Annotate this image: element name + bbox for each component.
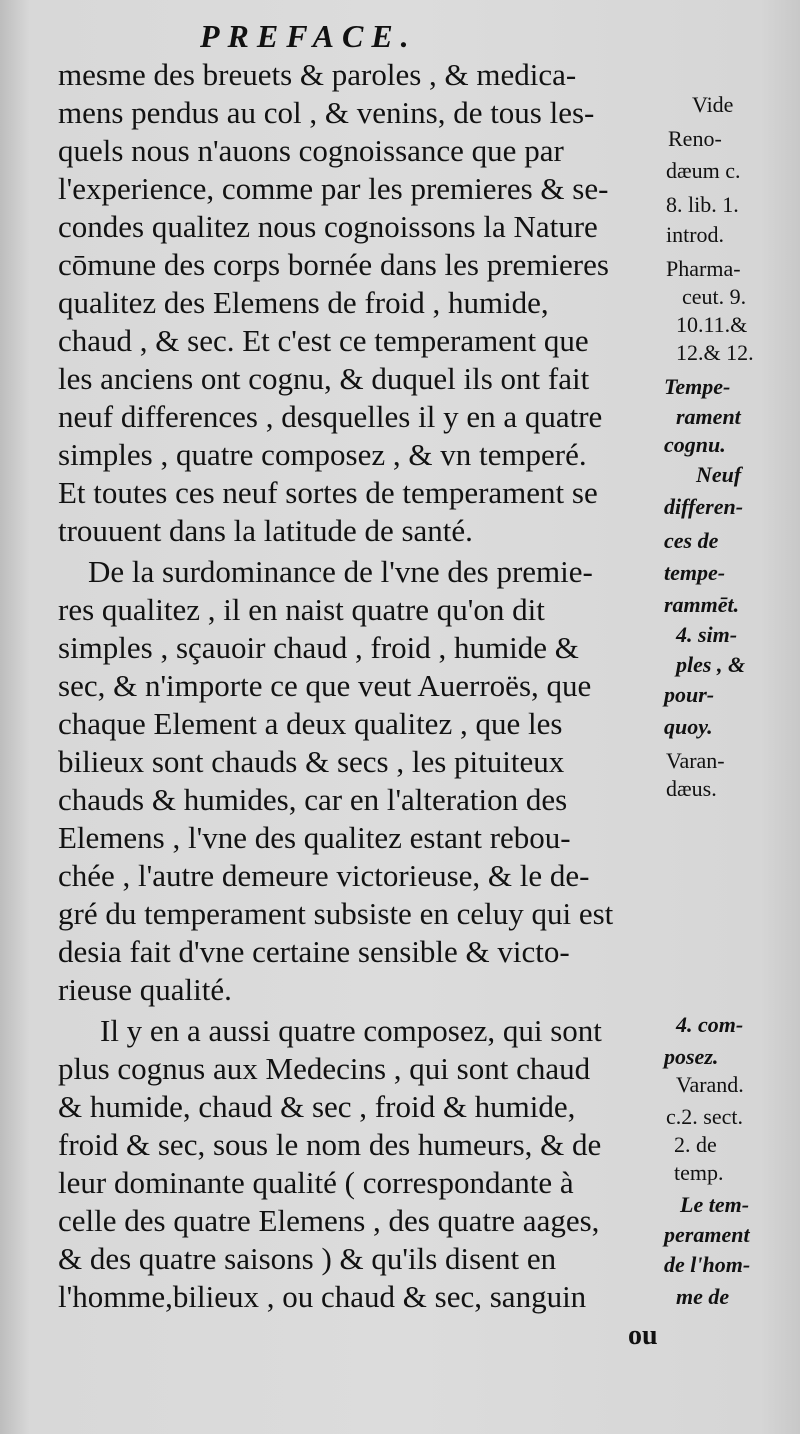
- text-line: gré du temperament subsiste en celuy qui est: [58, 896, 614, 931]
- margin-note: 10.11.&: [676, 312, 748, 337]
- text-line: Elemens , l'vne des qualitez estant rebou-: [58, 820, 571, 855]
- margin-note: ples , &: [676, 652, 746, 677]
- text-line: chaque Element a deux qualitez , que les: [58, 706, 563, 741]
- text-line: sec, & n'importe ce que veut Auerroës, que: [58, 668, 592, 703]
- margin-note: rammēt.: [664, 592, 740, 617]
- text-line: Et toutes ces neuf sortes de temperament se: [58, 475, 598, 510]
- margin-note: de l'hom-: [664, 1252, 751, 1277]
- margin-note: differen-: [664, 494, 744, 519]
- text-line: chée , l'autre demeure victorieuse, & le de-: [58, 858, 590, 893]
- text-line: cōmune des corps bornée dans les premieres: [58, 247, 609, 282]
- text-line: froid & sec, sous le nom des humeurs, & de: [58, 1127, 602, 1162]
- margin-note: Tempe-: [664, 374, 731, 399]
- text-line: trouuent dans la latitude de santé.: [58, 513, 473, 548]
- margin-note: Varand.: [676, 1072, 744, 1097]
- text-line: & des quatre saisons ) & qu'ils disent en: [58, 1241, 557, 1276]
- text-line: res qualitez , il en naist quatre qu'on dit: [58, 592, 545, 627]
- margin-note: me de: [676, 1284, 730, 1309]
- text-line: De la surdominance de l'vne des premie-: [88, 554, 593, 589]
- margin-note: ces de: [664, 528, 719, 553]
- margin-note: Varan-: [666, 748, 725, 773]
- margin-note: temp.: [674, 1160, 724, 1185]
- margin-note: Reno-: [668, 126, 722, 151]
- margin-note: Le tem-: [680, 1192, 750, 1217]
- margin-note: 8. lib. 1.: [666, 192, 739, 217]
- text-line: qualitez des Elemens de froid , humide,: [58, 285, 549, 320]
- text-line: condes qualitez nous cognoissons la Nature: [58, 209, 598, 244]
- text-line: simples , sçauoir chaud , froid , humide &: [58, 630, 579, 665]
- text-line: chaud , & sec. Et c'est ce temperament que: [58, 323, 589, 358]
- text-line: quels nous n'auons cognoissance que par: [58, 133, 564, 168]
- margin-note: rament: [676, 404, 741, 429]
- text-line: celle des quatre Elemens , des quatre aages,: [58, 1203, 600, 1238]
- margin-note: pour-: [664, 682, 715, 707]
- margin-note: dæus.: [666, 776, 717, 801]
- margin-note: 4. sim-: [676, 622, 738, 647]
- text-line: l'homme,bilieux , ou chaud & sec, sanguin: [58, 1279, 587, 1314]
- margin-note: tempe-: [664, 560, 726, 585]
- margin-note: 2. de: [674, 1132, 717, 1157]
- margin-note: perament: [664, 1222, 750, 1247]
- running-title: PREFACE.: [200, 18, 417, 54]
- text-line: plus cognus aux Medecins , qui sont chaud: [58, 1051, 591, 1086]
- margin-note: 4. com-: [676, 1012, 744, 1037]
- margin-note: introd.: [666, 222, 725, 247]
- text-line: neuf differences , desquelles il y en a quatre: [58, 399, 603, 434]
- margin-note: Pharma-: [666, 256, 741, 281]
- margin-note: cognu.: [664, 432, 726, 457]
- margin-note: dæum c.: [666, 158, 741, 183]
- text-line: mesme des breuets & paroles , & medica-: [58, 57, 577, 92]
- text-line: leur dominante qualité ( correspondante à: [58, 1165, 574, 1200]
- text-line: bilieux sont chauds & secs , les pituiteux: [58, 744, 565, 779]
- catchword: ou: [628, 1320, 658, 1351]
- margin-note: quoy.: [664, 714, 713, 739]
- text-line: les anciens ont cognu, & duquel ils ont fait: [58, 361, 590, 396]
- margin-note: Vide: [692, 92, 734, 117]
- margin-note: c.2. sect.: [666, 1104, 743, 1129]
- text-line: & humide, chaud & sec , froid & humide,: [58, 1089, 576, 1124]
- text-line: l'experience, comme par les premieres & se-: [58, 171, 609, 206]
- text-line: Il y en a aussi quatre composez, qui sont: [100, 1013, 602, 1048]
- margin-note: posez.: [664, 1044, 719, 1069]
- margin-note: Neuf: [696, 462, 742, 487]
- margin-note: ceut. 9.: [682, 284, 747, 309]
- text-line: simples , quatre composez , & vn temperé.: [58, 437, 587, 472]
- text-line: rieuse qualité.: [58, 972, 232, 1007]
- text-line: mens pendus au col , & venins, de tous les-: [58, 95, 595, 130]
- text-line: chauds & humides, car en l'alteration des: [58, 782, 568, 817]
- text-line: desia fait d'vne certaine sensible & victo-: [58, 934, 570, 969]
- margin-note: 12.& 12.: [676, 340, 754, 365]
